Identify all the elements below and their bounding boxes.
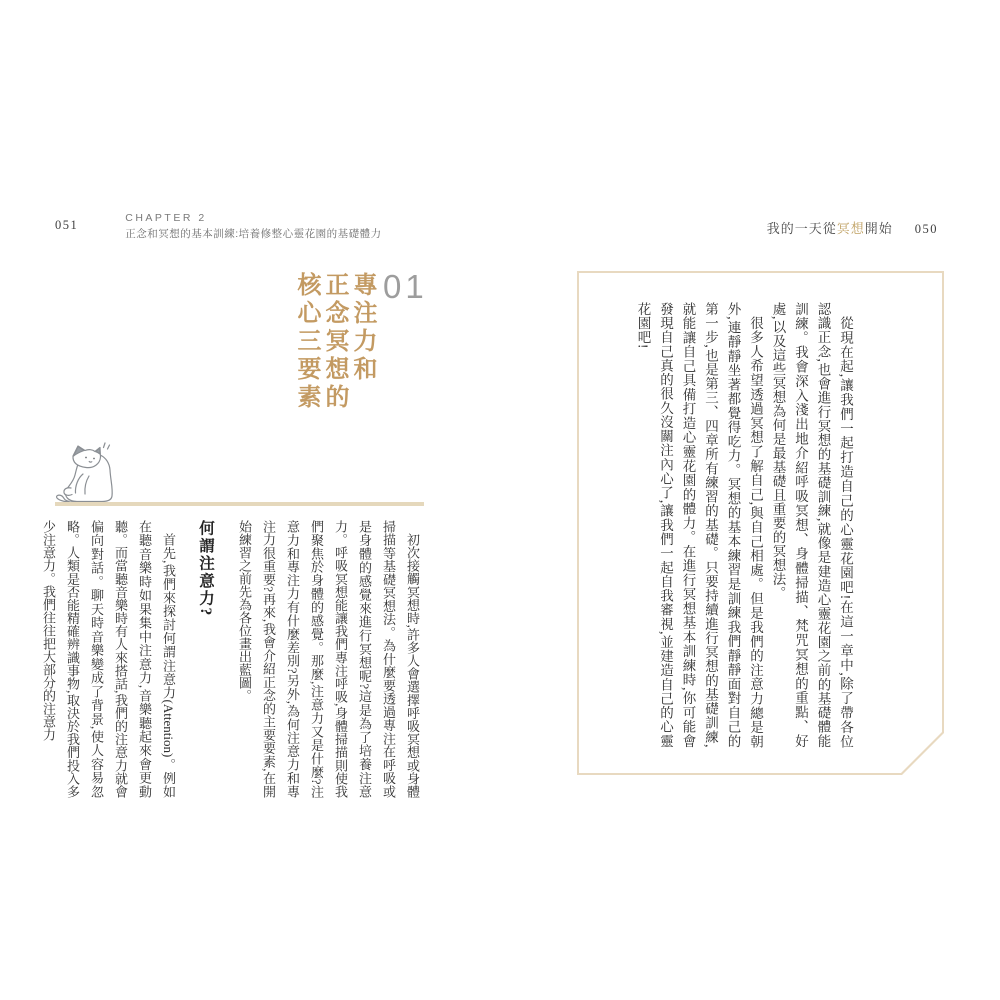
section-number: 01 — [383, 268, 428, 305]
rule-divider — [55, 502, 424, 506]
page-number-left: 051 — [55, 218, 79, 232]
body-paragraph: 首先,我們來探討何謂注意力(Attention)。例如在聽音樂時如果集中注意力,音樂聽起來會更動聽。而當聽音樂時有人來搭話,我們的注意力就會偏向對話。聊天時音樂變成了背景,使人容易忽略。人類是否能精確辨識事物,取決於我們投入多少注意力。我們往往把大部分的注意力 — [41, 520, 176, 798]
chapter-subtitle: 正念和冥想的基本訓練:培養修整心靈花園的基礎體力 — [125, 228, 382, 240]
left-page-body — [41, 520, 424, 798]
page-number-right: 050 — [914, 222, 938, 236]
header-right — [767, 218, 938, 237]
body-paragraph: 初次接觸冥想時,許多人會選擇呼吸冥想或身體掃描等基礎冥想法。為什麼要透過專注在呼吸或是身體的感覺來進行冥想呢?這是為了培養注意力。呼吸冥想能讓我們專注呼吸,身體掃描則使我們聚焦於身體的感覺。那麼,注意力又是什麼?注意力和專注力有什麼差別?另外,為何注意力和專注力很重要?再來,我會介紹正念的主要要素,在開始練習之前先為各位畫出藍圖。 — [237, 520, 420, 798]
section-title — [292, 272, 376, 424]
section-title-line: 核心三要素 — [293, 272, 320, 412]
section-title-line: 專注力和 — [349, 272, 376, 384]
intro-paragraph: 很多人希望透過冥想了解自己,與自己相處。但是我們的注意力總是朝外,連靜靜坐著都覺得吃力。冥想的基本練習是訓練我們靜靜面對自己的第一步,也是第三、四章所有練習的基礎。只要持續進行冥想的基礎訓練,就能讓自己具備打造心靈花園的體力。在進行冥想基本訓練時,你可能會發現自己真的很久沒關注內心了,讓我們一起自我審視,並建造自己的心靈花園吧! — [635, 302, 763, 748]
running-title-suffix: 開始 — [864, 221, 893, 236]
section-title-line: 正念冥想的 — [321, 272, 348, 412]
running-title — [767, 218, 893, 237]
header-left — [55, 212, 382, 241]
intro-box-text — [631, 302, 856, 748]
chapter-label: CHAPTER 2 — [125, 212, 207, 224]
intro-box — [577, 271, 944, 775]
chapter-block — [125, 212, 381, 241]
intro-paragraph: 從現在起,讓我們一起打造自己的心靈花園吧!在這一章中,除了帶各位認識正念,也會進行冥想的基礎訓練,就像是建造心靈花園之前的基礎體能訓練。我會深入淺出地介紹呼吸冥想、身體掃描、梵咒冥想的重點、好處,以及這些冥想為何是最基礎且重要的冥想法。 — [770, 302, 853, 748]
cat-illustration-icon — [53, 440, 133, 506]
body-heading: 何謂注意力? — [197, 520, 214, 618]
running-title-highlight: 冥想 — [836, 221, 865, 236]
running-title-prefix: 我的一天從 — [766, 221, 837, 236]
